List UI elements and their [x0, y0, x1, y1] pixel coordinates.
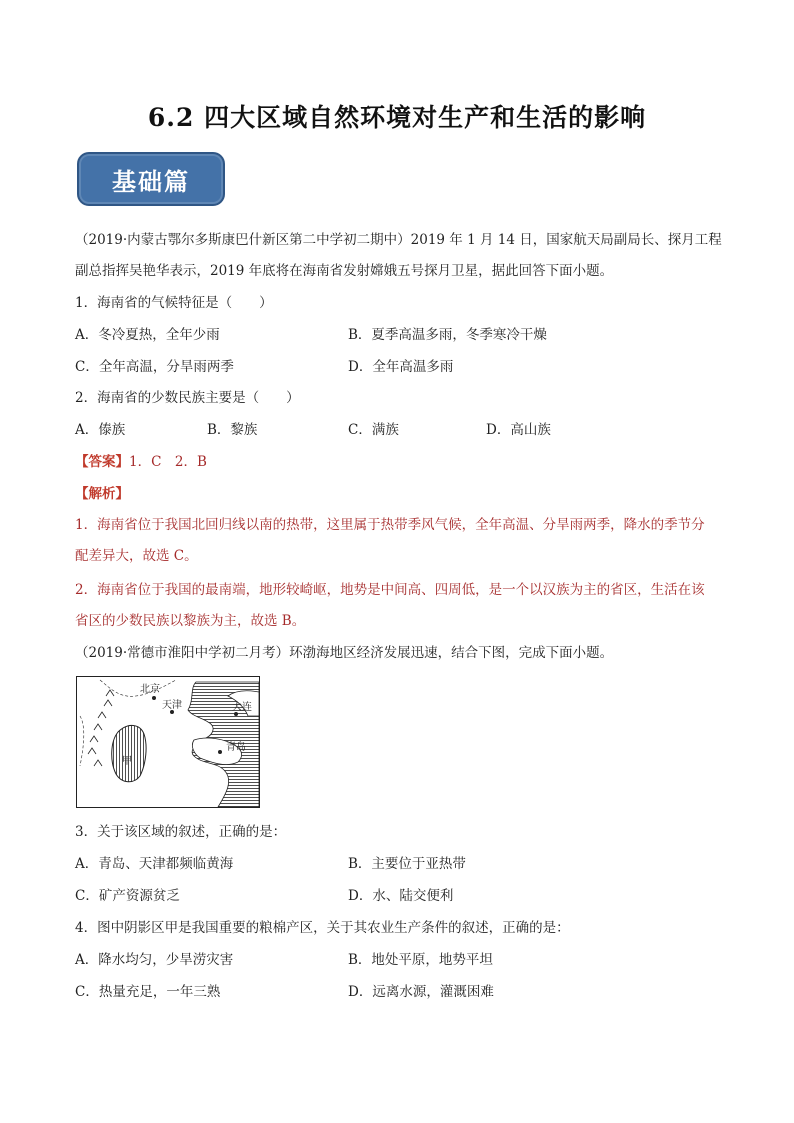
answer-text: 1．C 2．B	[129, 454, 207, 470]
qingdao-marker	[218, 750, 222, 754]
intro-line-1: （2019·内蒙古鄂尔多斯康巴什新区第二中学初二期中）2019 年 1 月 14 日，国家航天局副局长、探月工程	[75, 232, 722, 248]
tianjin-label: 天津	[162, 700, 182, 711]
q1-option-c: C．全年高温，分旱雨两季	[75, 359, 234, 375]
analysis-label-text: 【解析】	[75, 486, 129, 502]
q2-option-c: C．满族	[348, 422, 399, 438]
beijing-label: 北京	[140, 684, 160, 695]
q2-option-b: B．黎族	[207, 422, 258, 438]
q1-option-a: A．冬冷夏热，全年少雨	[75, 327, 220, 343]
region-jia	[112, 725, 146, 781]
q1-option-d: D．全年高温多雨	[348, 359, 454, 375]
answer-line	[75, 453, 207, 471]
beijing-marker	[152, 696, 156, 700]
dalian-label: 大连	[232, 702, 252, 713]
q1-option-b: B．夏季高温多雨，冬季寒冷干燥	[348, 327, 547, 343]
q4-option-c: C．热量充足，一年三熟	[75, 984, 221, 1000]
analysis-line-3: 2．海南省位于我国的最南端，地形较崎岖，地势是中间高、四周低，是一个以汉族为主的省区，生活在该	[75, 582, 705, 598]
analysis-label	[75, 485, 129, 503]
page-title: 6.2 四大区域自然环境对生产和生活的影响	[147, 103, 647, 132]
qingdao-label: 青岛	[226, 742, 246, 753]
q2-option-a: A．傣族	[75, 422, 126, 438]
q3-option-b: B．主要位于亚热带	[348, 856, 466, 872]
q1-stem: 1．海南省的气候特征是（ ）	[75, 295, 273, 311]
section-banner-label: 基础篇	[112, 166, 190, 196]
jia-label: 甲	[122, 756, 132, 767]
q3-option-d: D．水、陆交便利	[348, 888, 454, 904]
q3-option-a: A．青岛、天津都频临黄海	[75, 856, 234, 872]
bohai-region-map	[76, 676, 260, 808]
q4-option-a: A．降水均匀，少旱涝灾害	[75, 952, 234, 968]
section-banner	[77, 152, 225, 206]
q4-option-d: D．远离水源，灌溉困难	[348, 984, 494, 1000]
analysis-line-1: 1．海南省位于我国北回归线以南的热带，这里属于热带季风气候，全年高温、分旱雨两季，降水的季节分	[75, 517, 705, 533]
q2-stem: 2．海南省的少数民族主要是（ ）	[75, 390, 300, 406]
q4-option-b: B．地处平原，地势平坦	[348, 952, 493, 968]
answer-label: 【答案】	[75, 454, 129, 470]
intro2-line: （2019·常德市淮阳中学初二月考）环渤海地区经济发展迅速，结合下图，完成下面小题。	[75, 645, 614, 661]
intro-line-2: 副总指挥吴艳华表示，2019 年底将在海南省发射嫦娥五号探月卫星，据此回答下面小题。	[75, 263, 614, 279]
q2-option-d: D．高山族	[486, 422, 551, 438]
q4-stem: 4．图中阴影区甲是我国重要的粮棉产区，关于其农业生产条件的叙述，正确的是：	[75, 920, 570, 936]
analysis-line-2: 配差异大，故选 C。	[75, 548, 198, 564]
q3-option-c: C．矿产资源贫乏	[75, 888, 180, 904]
q3-stem: 3．关于该区域的叙述，正确的是：	[75, 824, 287, 840]
analysis-line-4: 省区的少数民族以黎族为主，故选 B。	[75, 613, 306, 629]
